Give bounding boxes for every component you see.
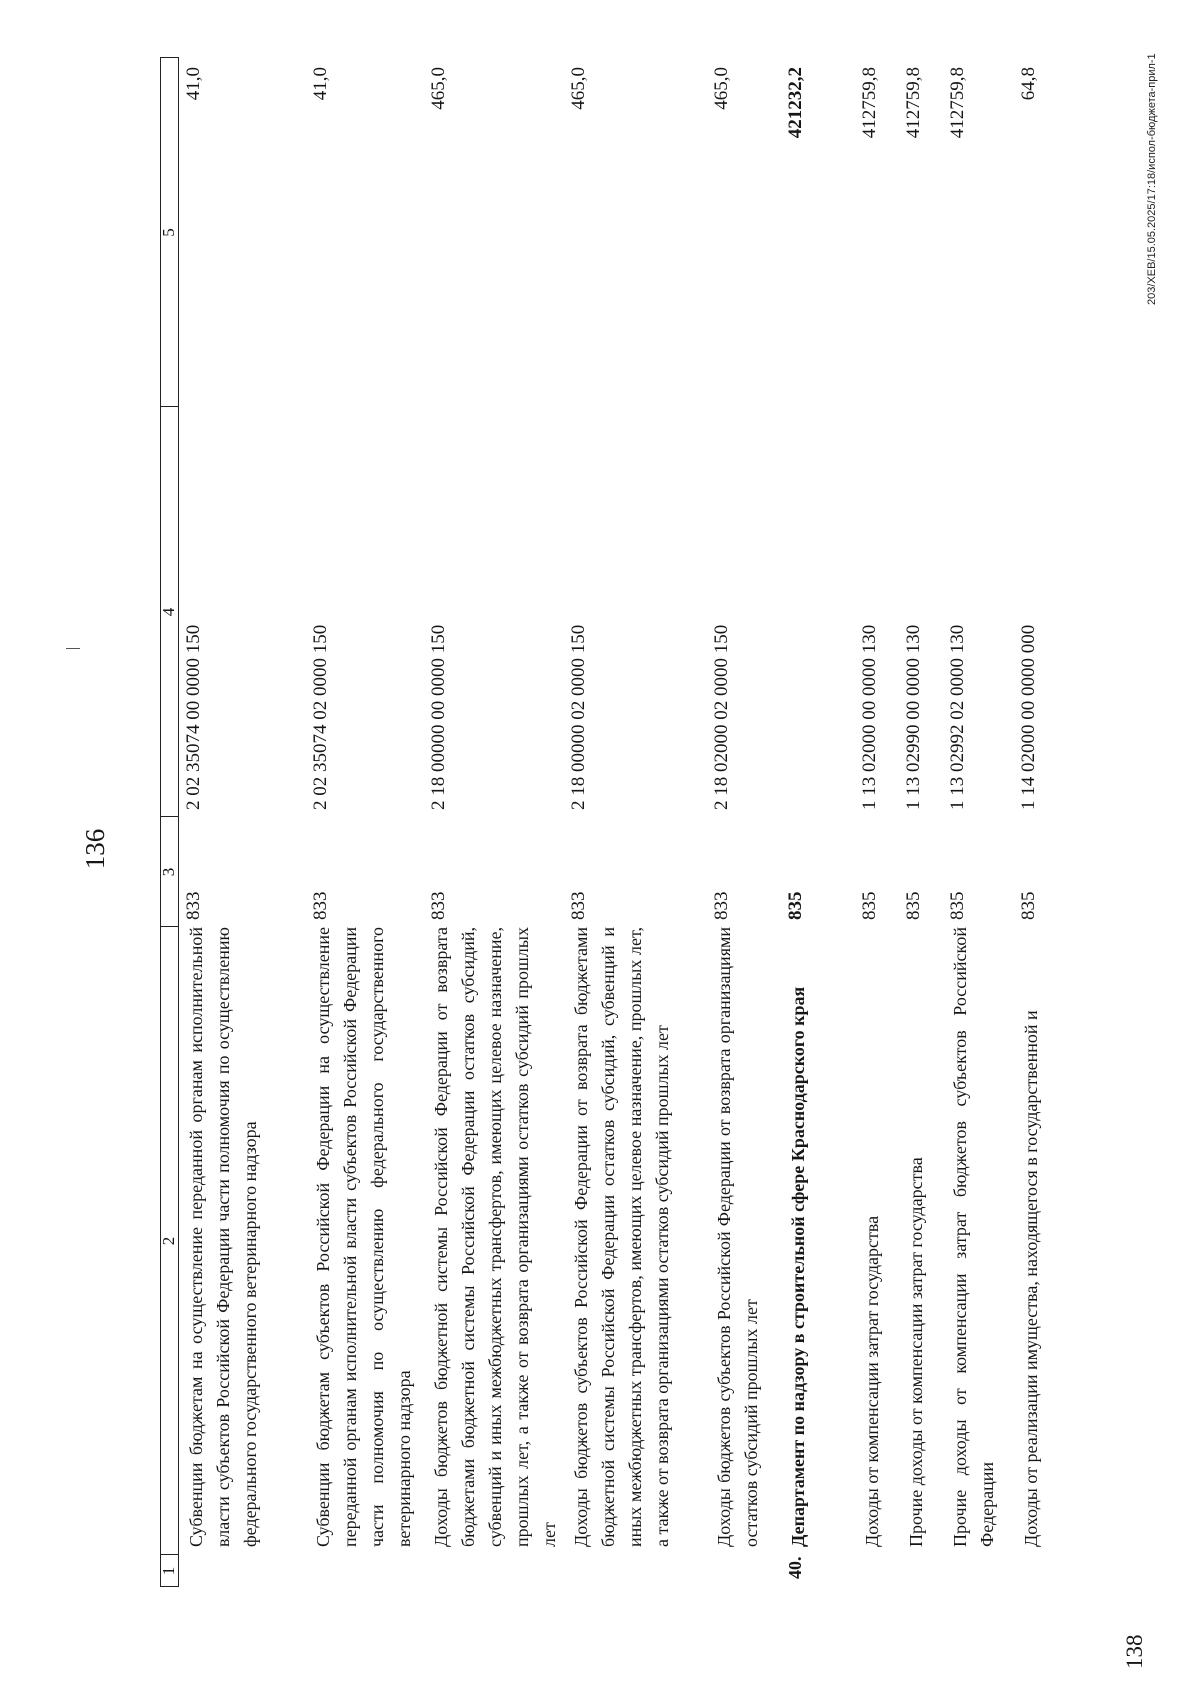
row-description: Прочие доходы от компенсации затрат бюджетов субъектов Российской Федерации xyxy=(950,927,997,1547)
row-admin-code: 835 xyxy=(903,891,924,920)
column-header-4: 4 xyxy=(159,607,178,617)
row-classification-code: 1 13 02000 00 0000 130 xyxy=(859,624,880,810)
row-classification-code: 2 18 02000 02 0000 150 xyxy=(711,624,732,810)
column-header-2: 2 xyxy=(159,1236,178,1246)
row-classification-code: 1 14 02000 00 0000 000 xyxy=(1018,624,1039,810)
row-amount: 412759,8 xyxy=(947,67,968,139)
row-admin-code: 833 xyxy=(568,891,589,920)
row-amount: 412759,8 xyxy=(903,67,924,139)
revenue-table xyxy=(160,57,1060,1587)
row-classification-code: 1 13 02990 00 0000 130 xyxy=(903,624,924,810)
column-header-1: 1 xyxy=(159,1566,178,1576)
row-admin-code: 835 xyxy=(785,891,806,920)
row-admin-code: 833 xyxy=(711,891,732,920)
row-classification-code: 2 18 00000 00 0000 150 xyxy=(428,624,449,810)
row-amount: 412759,8 xyxy=(859,67,880,139)
row-admin-code: 833 xyxy=(428,891,449,920)
document-footer-code: 203/ХЕВ/15.05.2025/17:18/испол-бюджета-прил-1 xyxy=(1146,53,1158,305)
row-admin-code: 835 xyxy=(1018,891,1039,920)
row-classification-code: 2 18 00000 02 0000 150 xyxy=(568,624,589,810)
row-description: Доходы от компенсации затрат государства xyxy=(862,1215,882,1547)
row-description: Субвенции бюджетам на осуществление переданной органам исполнительной власти субъектов Российской Федерации части полномочия по осуществлению федерального государственного ветеринарного надзора xyxy=(186,927,260,1547)
row-description: Доходы от реализации имущества, находящегося в государственной и xyxy=(1021,1010,1041,1547)
row-amount: 421232,2 xyxy=(785,67,806,139)
row-admin-code: 833 xyxy=(310,891,331,920)
scan-mark xyxy=(66,648,80,649)
row-amount: 465,0 xyxy=(428,67,449,110)
row-description: Доходы бюджетов субъектов Российской Федерации от возврата бюджетами бюджетной системы Российской Федерации остатков субсидий, субвенций и иных межбюджетных трансфертов, имеющих целевое назначение, прошлых лет, а также от возврата организациями остатков субсидий прошлых лет xyxy=(571,927,672,1547)
row-description: Прочие доходы от компенсации затрат государства xyxy=(906,1157,926,1547)
row-amount: 465,0 xyxy=(711,67,732,110)
row-number: 40. xyxy=(785,1556,805,1579)
row-classification-code: 2 02 35074 00 0000 150 xyxy=(183,624,204,810)
page-number: 136 xyxy=(80,828,110,870)
sheet-number: 138 xyxy=(1122,1634,1147,1669)
row-admin-code: 835 xyxy=(947,891,968,920)
column-header-3: 3 xyxy=(159,867,178,877)
row-classification-code: 1 13 02992 02 0000 130 xyxy=(947,624,968,810)
row-amount: 465,0 xyxy=(568,67,589,110)
row-amount: 41,0 xyxy=(310,67,331,101)
row-amount: 64,8 xyxy=(1018,67,1039,101)
row-classification-code: 2 02 35074 02 0000 150 xyxy=(310,624,331,810)
row-admin-code: 835 xyxy=(859,891,880,920)
row-description: Департамент по надзору в строительной сфере Краснодарского края xyxy=(788,986,808,1547)
row-description: Доходы бюджетов субъектов Российской Федерации от возврата организациями остатков субсидий прошлых лет xyxy=(714,927,761,1547)
header-bottom-border xyxy=(178,57,179,1587)
row-admin-code: 833 xyxy=(183,891,204,920)
row-description: Доходы бюджетов бюджетной системы Российской Федерации от возврата бюджетами бюджетной системы Российской Федерации остатков субсидий, субвенций и иных межбюджетных трансфертов, имеющих целевое назначение, прошлых лет, а также от возврата организациями остатков субсидий прошлых лет xyxy=(431,927,559,1547)
row-amount: 41,0 xyxy=(183,67,204,101)
row-description: Субвенции бюджетам субъектов Российской Федерации на осуществление переданной органам исполнительной власти субъектов Российской Федерации части полномочия по осуществлению федерального государственного ветеринарного надзора xyxy=(313,927,414,1547)
column-header-5: 5 xyxy=(159,228,178,237)
